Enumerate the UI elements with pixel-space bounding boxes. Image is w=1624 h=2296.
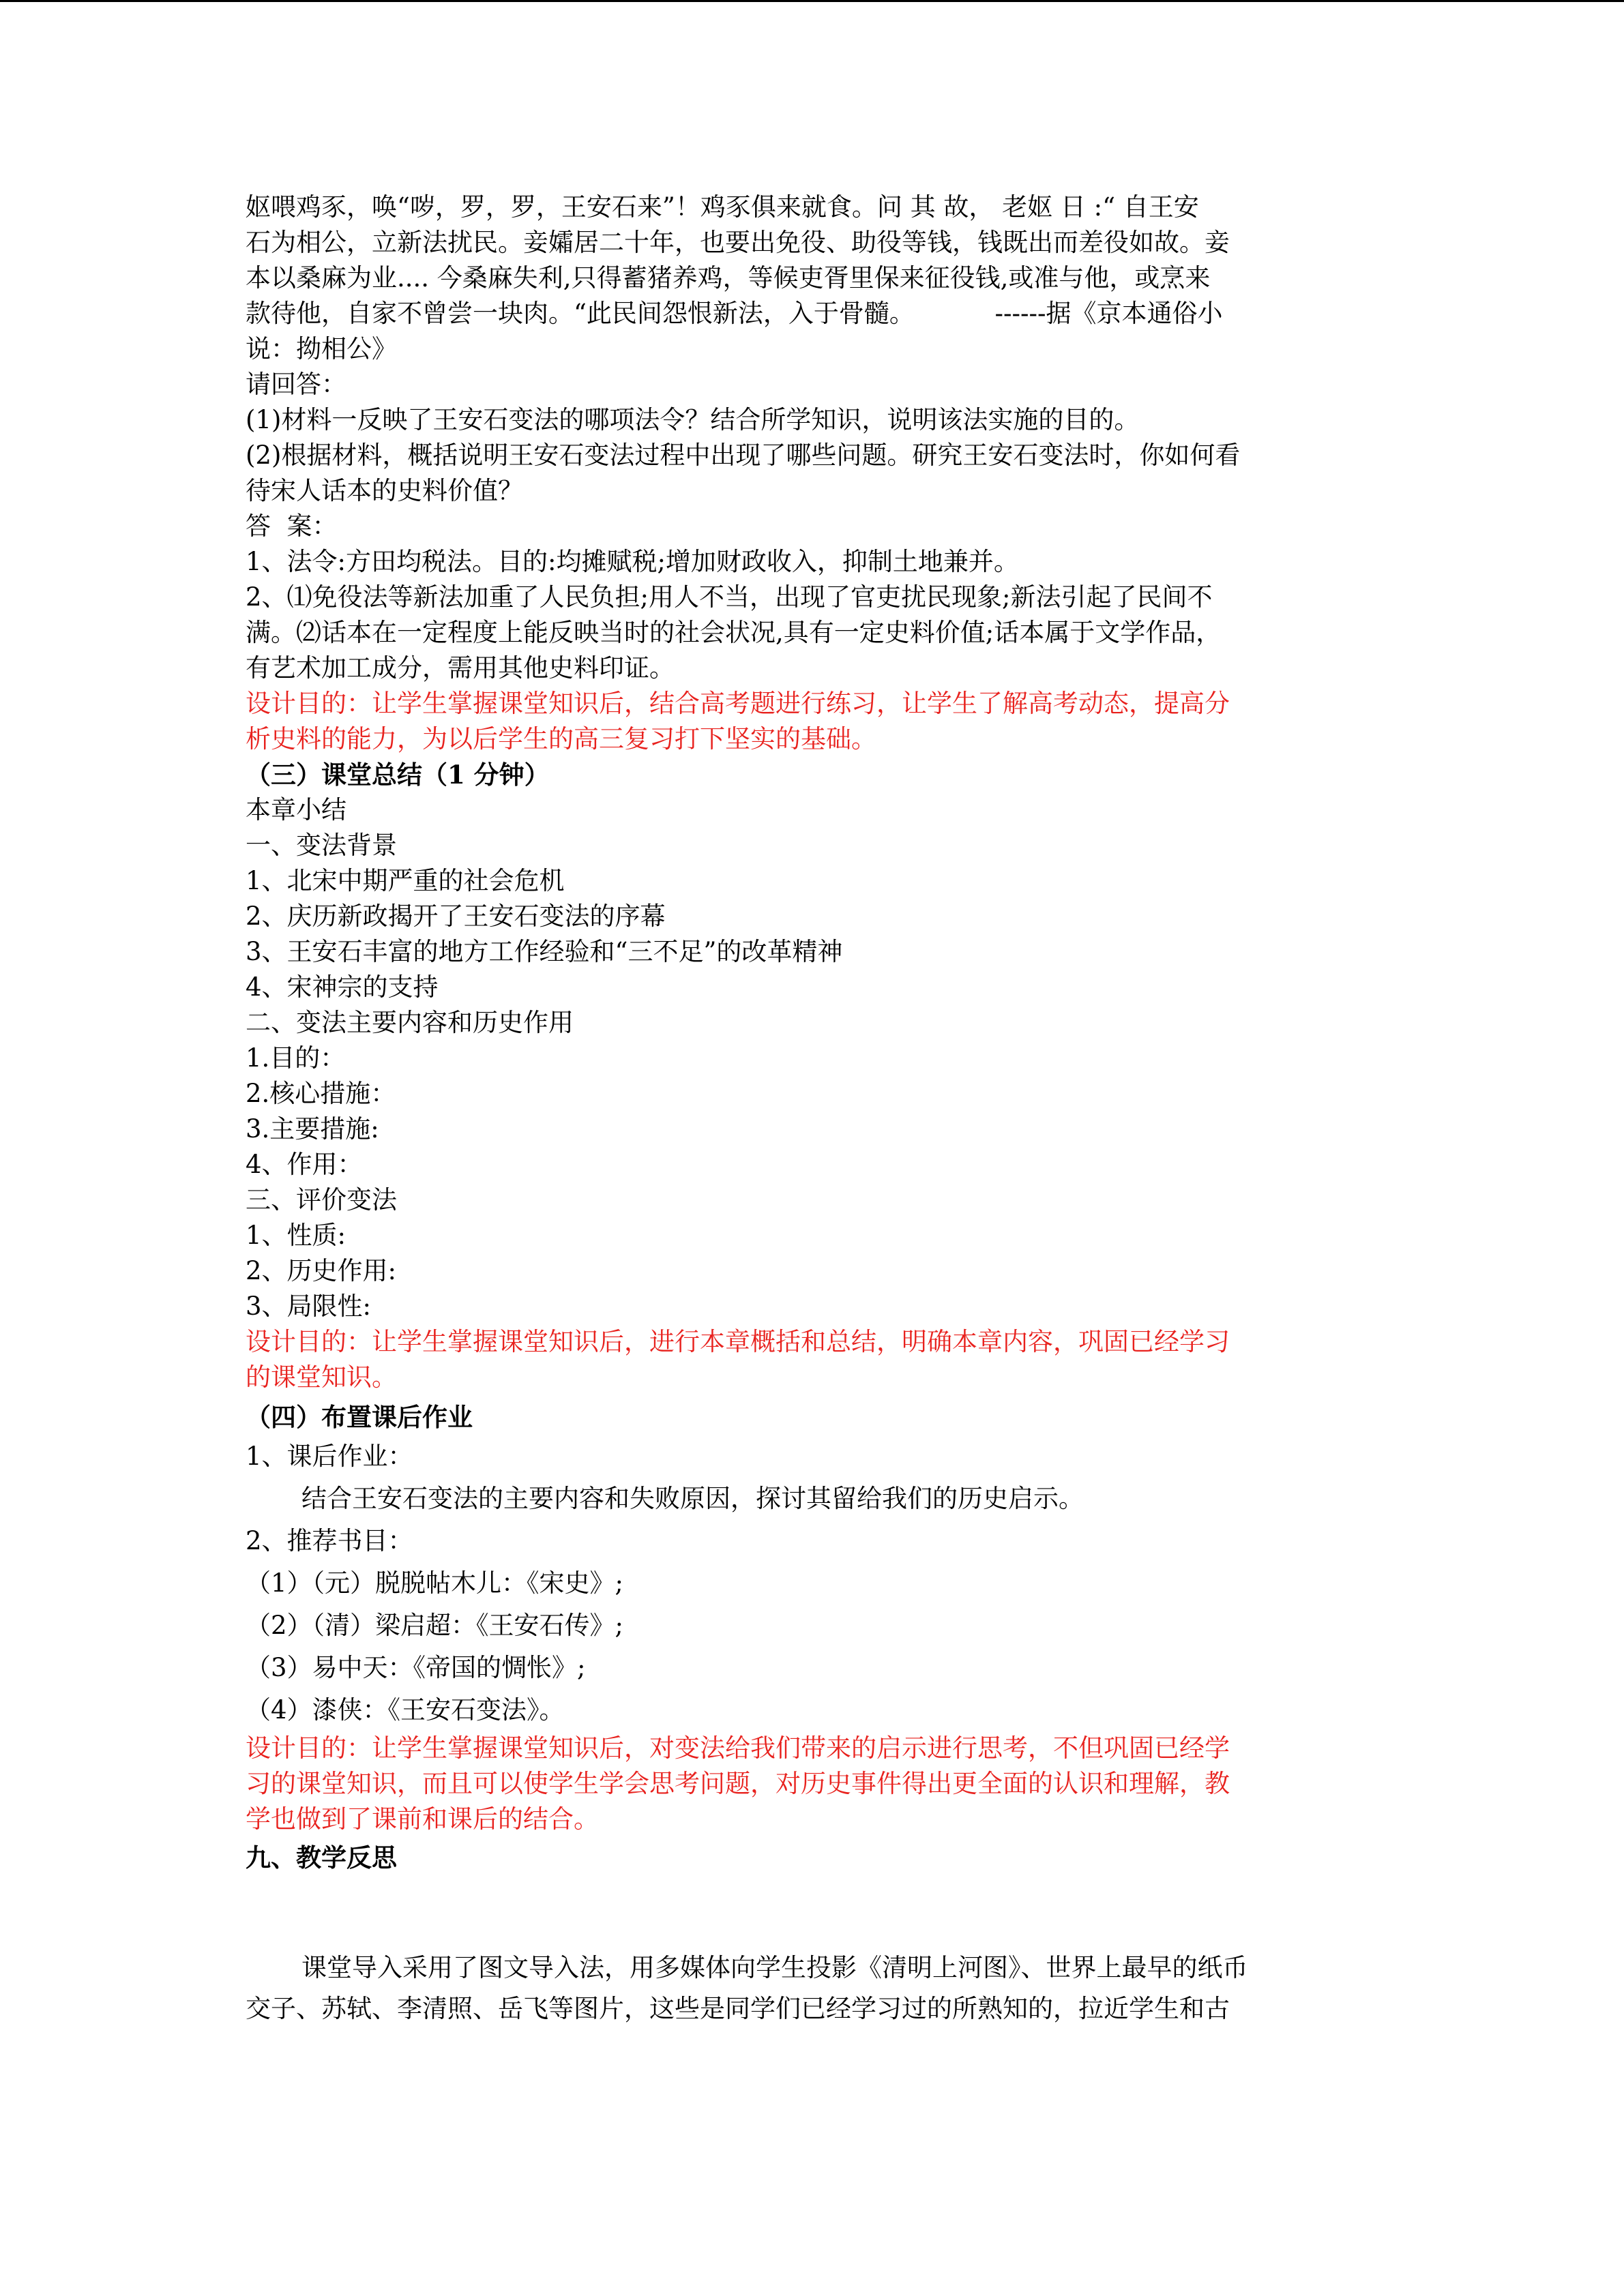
section-heading-summary: （三）课堂总结（1 分钟） <box>246 760 550 790</box>
answer-1: 1、法令:方田均税法。目的:均摊赋税;增加财政收入，抑制土地兼并。 <box>246 547 1019 576</box>
book-item: （3）易中天：《帝国的惆怅》; <box>246 1653 586 1682</box>
design-note-line: 习的课堂知识，而且可以使学生学会思考问题，对历史事件得出更全面的认识和理解，教 <box>246 1769 1230 1798</box>
homework-label: 1、课后作业： <box>246 1442 413 1471</box>
summary-item: 2、庆历新政揭开了王安石变法的序幕 <box>246 901 666 931</box>
question-2-line: 待宋人话本的史料价值？ <box>246 476 523 505</box>
design-note-line: 设计目的：让学生掌握课堂知识后，进行本章概括和总结，明确本章内容，巩固已经学习 <box>246 1327 1230 1356</box>
material-excerpt <box>246 190 1379 367</box>
book-item: （4）漆侠：《王安石变法》。 <box>246 1695 565 1725</box>
answer-label: 答 案： <box>246 511 338 541</box>
document-page <box>246 190 1379 2027</box>
book-item: （2）（清）梁启超：《王安石传》; <box>246 1611 624 1640</box>
summary-item: 3.主要措施: <box>246 1114 379 1144</box>
material-line: 石为相公，立新法扰民。妾孀居二十年，也要出免役、助役等钱，钱既出而差役如故。妾 <box>246 228 1230 257</box>
summary-item: 4、宋神宗的支持 <box>246 972 439 1002</box>
design-note-line: 设计目的：让学生掌握课堂知识后，结合高考题进行练习，让学生了解高考动态，提高分 <box>246 689 1230 718</box>
design-note-line: 析史料的能力，为以后学生的高三复习打下坚实的基础。 <box>246 724 876 754</box>
homework-task: 结合王安石变法的主要内容和失败原因，探讨其留给我们的历史启示。 <box>301 1484 1084 1513</box>
question-prompt: 请回答： <box>246 370 346 399</box>
reflection-line: 交子、苏轼、李清照、岳飞等图片，这些是同学们已经学习过的所熟知的，拉近学生和古 <box>246 1994 1230 2023</box>
summary-item: 2、历史作用: <box>246 1256 397 1285</box>
material-line: 妪喂鸡豕，唤“哕，罗，罗，王安石来”！鸡豕俱来就食。问 其 故， 老妪 日 :“ 自王安 <box>246 192 1199 222</box>
section-heading-homework: （四）布置课后作业 <box>246 1402 473 1432</box>
summary-item: 3、王安石丰富的地方工作经验和“三不足”的改革精神 <box>246 937 843 966</box>
reading-list-label: 2、推荐书目： <box>246 1526 413 1555</box>
answer-2-line: 有艺术加工成分，需用其他史料印证。 <box>246 653 675 683</box>
design-note-line: 设计目的：让学生掌握课堂知识后，对变法给我们带来的启示进行思考，不但巩固已经学 <box>246 1733 1230 1763</box>
summary-item: 3、局限性: <box>246 1292 372 1321</box>
summary-item: 1、性质: <box>246 1221 346 1250</box>
summary-section-title: 二、变法主要内容和历史作用 <box>246 1008 574 1037</box>
answer-2-line: 2、⑴免役法等新法加重了人民负担;用人不当，出现了官吏扰民现象;新法引起了民间不 <box>246 582 1213 612</box>
summary-item: 2.核心措施： <box>246 1079 396 1108</box>
summary-subheading: 本章小结 <box>246 795 346 824</box>
summary-item: 4、作用： <box>246 1150 363 1179</box>
book-item: （1）（元）脱脱帖木儿：《宋史》; <box>246 1568 624 1598</box>
question-1: (1)材料一反映了王安石变法的哪项法令？结合所学知识，说明该法实施的目的。 <box>246 405 1140 434</box>
material-line: 款待他，自家不曾尝一块肉。“此民间怨恨新法，入于骨髓。 ------据《京本通俗小 <box>246 299 1223 328</box>
material-line: 本以桑麻为业.... 今桑麻失利,只得蓄猪养鸡，等候吏胥里保来征役钱,或准与他，或烹来 <box>246 263 1211 293</box>
design-note-line: 的课堂知识。 <box>246 1362 397 1392</box>
blank-gap <box>246 1875 1379 1945</box>
material-line: 说：拗相公》 <box>246 334 397 363</box>
summary-section-title: 一、变法背景 <box>246 831 397 860</box>
question-2-line: (2)根据材料，概括说明王安石变法过程中出现了哪些问题。研究王安石变法时，你如何看 <box>246 441 1241 470</box>
reflection-line: 课堂导入采用了图文导入法，用多媒体向学生投影《清明上河图》、世界上最早的纸币 <box>301 1953 1248 1982</box>
summary-item: 1、北宋中期严重的社会危机 <box>246 866 565 895</box>
summary-section-title: 三、评价变法 <box>246 1185 397 1214</box>
design-note-line: 学也做到了课前和课后的结合。 <box>246 1804 599 1834</box>
answer-2-line: 满。⑵话本在一定程度上能反映当时的社会状况,具有一定史料价值;话本属于文学作品， <box>246 618 1222 647</box>
summary-item: 1.目的： <box>246 1043 346 1073</box>
page-top-border <box>0 0 1624 2</box>
section-heading-reflection: 九、教学反思 <box>246 1843 397 1873</box>
